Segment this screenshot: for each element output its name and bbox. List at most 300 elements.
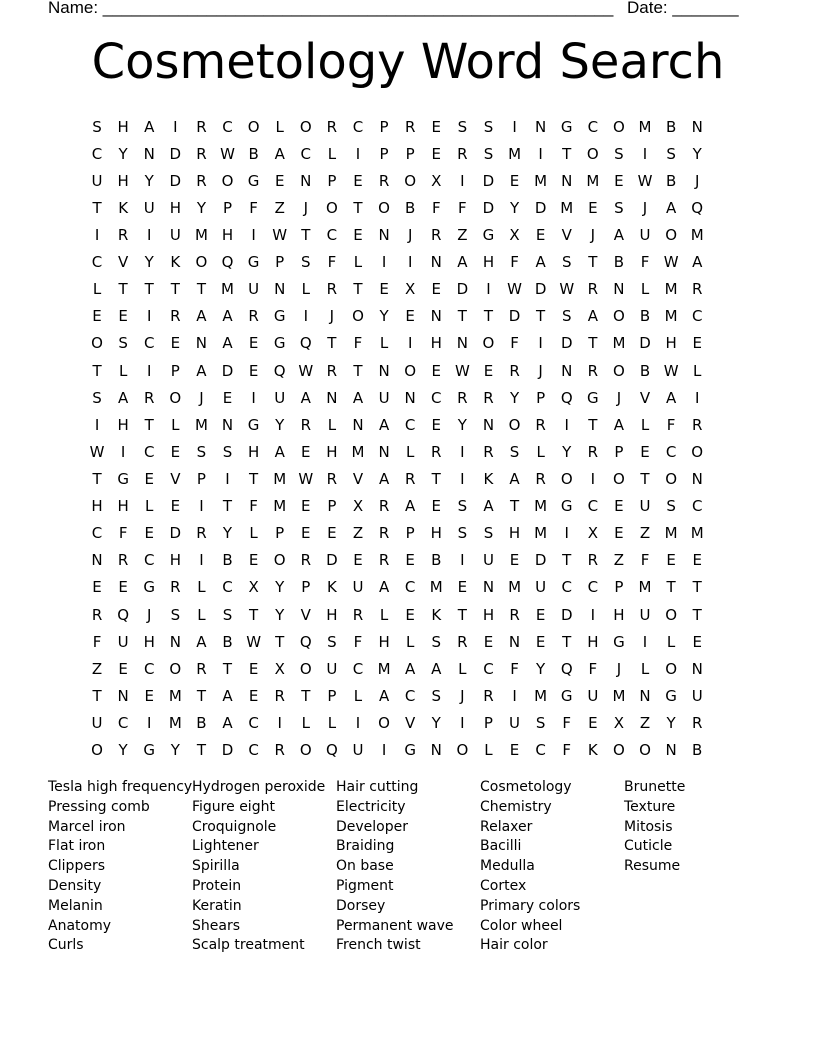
grid-letter[interactable]: N (143, 144, 155, 163)
grid-letter[interactable]: U (535, 578, 547, 597)
grid-letter[interactable]: U (143, 198, 155, 217)
grid-letter[interactable]: D (169, 144, 182, 163)
grid-letter[interactable]: I (355, 144, 361, 163)
grid-letter[interactable]: G (143, 741, 156, 760)
grid-letter[interactable]: A (144, 117, 155, 136)
grid-letter[interactable]: R (300, 415, 312, 434)
grid-letter[interactable]: G (613, 632, 625, 651)
grid-letter[interactable]: E (509, 551, 520, 570)
grid-letter[interactable]: L (640, 415, 650, 434)
grid-letter[interactable]: W (663, 361, 679, 380)
grid-letter[interactable]: H (587, 632, 599, 651)
grid-letter[interactable]: N (326, 388, 338, 407)
grid-letter[interactable]: G (247, 171, 260, 190)
grid-letter[interactable]: E (509, 171, 520, 190)
grid-letter[interactable]: B (613, 253, 625, 272)
grid-letter[interactable]: O (91, 741, 103, 760)
grid-letter[interactable]: S (666, 497, 676, 516)
grid-letter[interactable]: I (694, 388, 700, 407)
grid-letter[interactable]: M (534, 686, 548, 705)
grid-letter[interactable]: J (407, 225, 413, 244)
grid-letter[interactable]: G (273, 334, 286, 353)
grid-letter[interactable]: R (404, 469, 416, 488)
grid-letter[interactable]: H (326, 605, 338, 624)
grid-letter[interactable]: C (352, 659, 364, 678)
grid-letter[interactable]: O (665, 659, 678, 678)
grid-letter[interactable]: T (588, 415, 598, 434)
grid-letter[interactable]: A (118, 388, 129, 407)
grid-letter[interactable]: O (639, 741, 651, 760)
grid-letter[interactable]: P (614, 578, 624, 597)
grid-letter[interactable]: N (691, 659, 703, 678)
grid-letter[interactable]: N (613, 280, 625, 299)
grid-letter[interactable]: I (147, 713, 152, 732)
grid-letter[interactable]: A (274, 144, 285, 163)
grid-letter[interactable]: I (303, 307, 309, 326)
grid-letter[interactable]: T (562, 144, 572, 163)
grid-letter[interactable]: Q (221, 253, 234, 272)
grid-letter[interactable]: I (538, 144, 543, 163)
grid-letter[interactable]: S (327, 632, 337, 651)
grid-letter[interactable]: R (587, 361, 599, 380)
grid-letter[interactable]: R (691, 415, 703, 434)
grid-letter[interactable]: K (483, 469, 494, 488)
grid-letter[interactable]: U (639, 605, 651, 624)
grid-letter[interactable]: H (117, 171, 129, 190)
grid-letter[interactable]: O (299, 741, 312, 760)
grid-letter[interactable]: G (117, 469, 129, 488)
grid-letter[interactable]: P (275, 524, 285, 543)
grid-letter[interactable]: N (482, 578, 495, 597)
grid-letter[interactable]: O (352, 307, 364, 326)
grid-letter[interactable]: E (170, 497, 181, 516)
grid-letter[interactable]: S (431, 686, 442, 705)
grid-letter[interactable]: T (275, 632, 285, 651)
grid-letter[interactable]: E (666, 551, 676, 570)
grid-letter[interactable]: E (144, 524, 154, 543)
grid-letter[interactable]: V (405, 713, 416, 732)
grid-letter[interactable]: R (378, 497, 390, 516)
grid-letter[interactable]: T (457, 307, 467, 326)
grid-letter[interactable]: H (221, 225, 234, 244)
grid-letter[interactable]: B (665, 117, 677, 136)
grid-letter[interactable]: F (327, 253, 337, 272)
grid-letter[interactable]: T (457, 605, 467, 624)
grid-letter[interactable]: N (691, 117, 703, 136)
grid-letter[interactable]: R (196, 524, 207, 543)
grid-letter[interactable]: D (534, 280, 547, 299)
grid-letter[interactable]: E (692, 551, 702, 570)
grid-letter[interactable]: T (692, 605, 702, 624)
grid-letter[interactable]: I (538, 334, 543, 353)
grid-letter[interactable]: C (91, 144, 103, 163)
grid-letter[interactable]: D (534, 551, 547, 570)
grid-letter[interactable]: B (639, 307, 651, 326)
grid-letter[interactable]: F (510, 253, 519, 272)
grid-letter[interactable]: I (199, 497, 204, 516)
grid-letter[interactable]: O (613, 469, 625, 488)
grid-letter[interactable]: H (117, 497, 129, 516)
grid-letter[interactable]: G (247, 415, 260, 434)
grid-letter[interactable]: I (94, 225, 100, 244)
grid-letter[interactable]: O (613, 307, 625, 326)
grid-letter[interactable]: T (144, 280, 154, 299)
grid-letter[interactable]: J (460, 686, 465, 705)
grid-letter[interactable]: M (377, 659, 391, 678)
grid-letter[interactable]: R (117, 551, 129, 570)
grid-letter[interactable]: E (92, 307, 102, 326)
grid-letter[interactable]: V (170, 469, 181, 488)
grid-letter[interactable]: Y (118, 144, 128, 163)
grid-letter[interactable]: M (534, 524, 548, 543)
grid-letter[interactable]: W (559, 280, 575, 299)
grid-letter[interactable]: H (378, 632, 390, 651)
grid-letter[interactable]: F (510, 334, 519, 353)
date-field-label[interactable]: Date: _______ (627, 0, 739, 17)
grid-letter[interactable]: M (586, 171, 600, 190)
grid-letter[interactable]: N (404, 388, 416, 407)
grid-letter[interactable]: L (301, 713, 310, 732)
grid-letter[interactable]: G (143, 578, 156, 597)
grid-letter[interactable]: Y (196, 198, 206, 217)
grid-letter[interactable]: O (404, 171, 417, 190)
grid-letter[interactable]: I (381, 741, 387, 760)
grid-letter[interactable]: Y (144, 253, 154, 272)
grid-letter[interactable]: O (195, 253, 208, 272)
grid-letter[interactable]: E (535, 225, 546, 244)
grid-letter[interactable]: A (222, 334, 233, 353)
grid-letter[interactable]: R (196, 117, 207, 136)
grid-letter[interactable]: Z (274, 198, 285, 217)
grid-letter[interactable]: T (640, 469, 650, 488)
grid-letter[interactable]: R (431, 225, 442, 244)
grid-letter[interactable]: E (431, 144, 441, 163)
grid-letter[interactable]: E (431, 361, 441, 380)
grid-letter[interactable]: E (353, 225, 363, 244)
grid-letter[interactable]: T (196, 741, 206, 760)
grid-letter[interactable]: Q (691, 198, 704, 217)
grid-letter[interactable]: E (457, 578, 468, 597)
grid-letter[interactable]: J (616, 388, 622, 407)
grid-letter[interactable]: P (614, 442, 624, 461)
grid-letter[interactable]: I (512, 117, 517, 136)
grid-letter[interactable]: I (251, 388, 256, 407)
grid-letter[interactable]: N (430, 253, 442, 272)
grid-letter[interactable]: S (457, 497, 468, 516)
grid-letter[interactable]: O (91, 334, 103, 353)
grid-letter[interactable]: R (587, 442, 599, 461)
grid-letter[interactable]: X (587, 524, 598, 543)
grid-letter[interactable]: U (352, 741, 364, 760)
grid-letter[interactable]: R (170, 307, 181, 326)
grid-letter[interactable]: T (536, 307, 546, 326)
grid-letter[interactable]: E (248, 551, 259, 570)
grid-letter[interactable]: S (92, 117, 102, 136)
grid-letter[interactable]: M (664, 307, 678, 326)
grid-letter[interactable]: M (612, 686, 626, 705)
grid-letter[interactable]: P (405, 524, 415, 543)
grid-letter[interactable]: L (379, 334, 389, 353)
grid-letter[interactable]: H (508, 524, 521, 543)
grid-letter[interactable]: R (326, 469, 338, 488)
grid-letter[interactable]: H (169, 198, 181, 217)
grid-letter[interactable]: M (690, 524, 704, 543)
grid-letter[interactable]: Q (560, 388, 573, 407)
grid-letter[interactable]: E (118, 307, 128, 326)
grid-letter[interactable]: Y (275, 578, 285, 597)
grid-letter[interactable]: P (379, 144, 389, 163)
grid-letter[interactable]: F (640, 253, 650, 272)
grid-letter[interactable]: H (247, 442, 260, 461)
grid-letter[interactable]: M (690, 225, 704, 244)
grid-letter[interactable]: W (637, 171, 653, 190)
grid-letter[interactable]: M (429, 578, 443, 597)
grid-letter[interactable]: E (640, 442, 650, 461)
grid-letter[interactable]: F (510, 659, 519, 678)
grid-letter[interactable]: E (248, 334, 259, 353)
grid-letter[interactable]: T (196, 686, 206, 705)
grid-letter[interactable]: E (431, 415, 441, 434)
grid-letter[interactable]: E (535, 632, 546, 651)
grid-letter[interactable]: O (586, 144, 599, 163)
grid-letter[interactable]: O (378, 198, 390, 217)
grid-letter[interactable]: E (614, 171, 624, 190)
grid-letter[interactable]: Y (379, 307, 389, 326)
grid-letter[interactable]: I (277, 713, 282, 732)
grid-letter[interactable]: B (405, 198, 416, 217)
grid-letter[interactable]: L (379, 605, 389, 624)
grid-letter[interactable]: E (274, 171, 285, 190)
grid-letter[interactable]: I (407, 334, 413, 353)
grid-letter[interactable]: W (220, 144, 235, 163)
grid-letter[interactable]: T (301, 686, 311, 705)
grid-letter[interactable]: F (588, 659, 598, 678)
grid-letter[interactable]: A (222, 713, 233, 732)
grid-letter[interactable]: P (222, 198, 233, 217)
grid-letter[interactable]: Q (299, 632, 312, 651)
grid-letter[interactable]: O (299, 659, 312, 678)
grid-letter[interactable]: R (378, 551, 390, 570)
grid-letter[interactable]: P (405, 144, 415, 163)
grid-letter[interactable]: S (431, 632, 442, 651)
grid-letter[interactable]: Y (666, 713, 676, 732)
grid-letter[interactable]: O (613, 741, 625, 760)
grid-letter[interactable]: L (197, 605, 206, 624)
grid-letter[interactable]: C (483, 659, 494, 678)
grid-letter[interactable]: U (326, 659, 338, 678)
grid-letter[interactable]: Q (117, 605, 130, 624)
grid-letter[interactable]: E (301, 497, 311, 516)
grid-letter[interactable]: W (272, 225, 288, 244)
grid-letter[interactable]: C (222, 117, 233, 136)
grid-letter[interactable]: R (691, 280, 703, 299)
grid-letter[interactable]: R (326, 280, 338, 299)
grid-letter[interactable]: B (222, 632, 233, 651)
grid-letter[interactable]: Z (457, 225, 468, 244)
grid-letter[interactable]: K (431, 605, 442, 624)
grid-letter[interactable]: U (117, 632, 129, 651)
grid-letter[interactable]: P (301, 578, 311, 597)
grid-letter[interactable]: D (326, 551, 338, 570)
grid-letter[interactable]: E (692, 334, 702, 353)
grid-letter[interactable]: S (561, 253, 572, 272)
grid-letter[interactable]: R (117, 225, 129, 244)
grid-letter[interactable]: E (248, 686, 259, 705)
grid-letter[interactable]: T (666, 578, 676, 597)
grid-letter[interactable]: P (196, 469, 206, 488)
grid-letter[interactable]: I (590, 605, 596, 624)
grid-letter[interactable]: Y (562, 442, 572, 461)
grid-letter[interactable]: E (483, 361, 494, 380)
grid-letter[interactable]: P (327, 686, 337, 705)
grid-letter[interactable]: A (300, 388, 311, 407)
grid-letter[interactable]: W (246, 632, 262, 651)
grid-letter[interactable]: J (303, 198, 309, 217)
grid-letter[interactable]: I (642, 632, 648, 651)
grid-letter[interactable]: E (222, 388, 233, 407)
grid-letter[interactable]: E (248, 361, 259, 380)
grid-letter[interactable]: V (300, 605, 311, 624)
grid-letter[interactable]: E (431, 117, 441, 136)
grid-letter[interactable]: E (509, 741, 520, 760)
grid-letter[interactable]: C (91, 253, 103, 272)
grid-letter[interactable]: Z (352, 524, 364, 543)
grid-letter[interactable]: G (560, 686, 573, 705)
grid-letter[interactable]: K (118, 198, 129, 217)
grid-letter[interactable]: G (247, 253, 260, 272)
grid-letter[interactable]: N (195, 334, 208, 353)
grid-letter[interactable]: T (92, 361, 102, 380)
grid-letter[interactable]: S (483, 117, 494, 136)
grid-letter[interactable]: A (535, 253, 546, 272)
grid-letter[interactable]: E (144, 469, 154, 488)
grid-letter[interactable]: B (222, 551, 233, 570)
grid-letter[interactable]: E (588, 713, 598, 732)
grid-letter[interactable]: E (170, 442, 181, 461)
grid-letter[interactable]: H (143, 632, 155, 651)
grid-letter[interactable]: E (379, 280, 389, 299)
grid-letter[interactable]: H (117, 415, 129, 434)
grid-letter[interactable]: I (225, 469, 230, 488)
grid-letter[interactable]: R (483, 686, 494, 705)
grid-letter[interactable]: U (587, 686, 599, 705)
grid-letter[interactable]: G (273, 307, 286, 326)
grid-letter[interactable]: K (170, 253, 181, 272)
grid-letter[interactable]: B (639, 361, 651, 380)
grid-letter[interactable]: E (170, 334, 181, 353)
grid-letter[interactable]: T (222, 497, 233, 516)
grid-letter[interactable]: R (196, 659, 207, 678)
grid-letter[interactable]: I (94, 415, 100, 434)
grid-letter[interactable]: U (378, 388, 390, 407)
grid-letter[interactable]: T (249, 605, 259, 624)
grid-letter[interactable]: S (170, 605, 181, 624)
grid-letter[interactable]: I (590, 469, 596, 488)
grid-letter[interactable]: I (564, 415, 569, 434)
grid-letter[interactable]: D (221, 361, 234, 380)
grid-letter[interactable]: R (274, 741, 285, 760)
grid-letter[interactable]: L (145, 497, 154, 516)
grid-letter[interactable]: K (587, 741, 598, 760)
grid-letter[interactable]: F (458, 198, 467, 217)
grid-letter[interactable]: W (298, 469, 314, 488)
grid-letter[interactable]: L (405, 442, 415, 461)
grid-letter[interactable]: O (325, 198, 338, 217)
grid-letter[interactable]: L (92, 280, 102, 299)
grid-letter[interactable]: L (640, 280, 650, 299)
grid-letter[interactable]: S (614, 144, 624, 163)
grid-letter[interactable]: M (638, 117, 652, 136)
grid-letter[interactable]: N (456, 334, 468, 353)
grid-letter[interactable]: S (561, 307, 572, 326)
grid-letter[interactable]: A (378, 578, 390, 597)
grid-letter[interactable]: D (560, 605, 573, 624)
grid-letter[interactable]: V (561, 225, 572, 244)
grid-letter[interactable]: C (404, 415, 416, 434)
grid-letter[interactable]: F (431, 198, 441, 217)
grid-letter[interactable]: U (639, 497, 651, 516)
grid-letter[interactable]: R (326, 117, 338, 136)
grid-letter[interactable]: C (561, 578, 572, 597)
grid-letter[interactable]: H (613, 605, 625, 624)
grid-letter[interactable]: A (431, 659, 442, 678)
grid-letter[interactable]: C (222, 578, 233, 597)
grid-letter[interactable]: O (221, 171, 234, 190)
grid-letter[interactable]: T (692, 578, 702, 597)
grid-letter[interactable]: T (431, 469, 441, 488)
grid-letter[interactable]: R (587, 280, 599, 299)
grid-letter[interactable]: Y (222, 524, 233, 543)
grid-letter[interactable]: L (353, 253, 363, 272)
name-field-label[interactable]: Name: ______________________________________________________ (48, 0, 614, 17)
grid-letter[interactable]: S (196, 442, 207, 461)
grid-letter[interactable]: Y (509, 198, 520, 217)
grid-letter[interactable]: A (587, 307, 598, 326)
grid-letter[interactable]: H (91, 497, 103, 516)
grid-letter[interactable]: L (197, 578, 206, 597)
grid-letter[interactable]: A (196, 632, 207, 651)
grid-letter[interactable]: S (614, 198, 624, 217)
grid-letter[interactable]: U (274, 388, 286, 407)
grid-letter[interactable]: T (483, 307, 494, 326)
grid-letter[interactable]: T (144, 415, 154, 434)
grid-letter[interactable]: R (535, 415, 546, 434)
grid-letter[interactable]: F (249, 198, 258, 217)
grid-letter[interactable]: Y (144, 171, 154, 190)
grid-letter[interactable]: M (534, 497, 548, 516)
grid-letter[interactable]: L (327, 144, 337, 163)
grid-letter[interactable]: V (352, 469, 364, 488)
grid-letter[interactable]: F (666, 415, 676, 434)
grid-letter[interactable]: R (483, 442, 494, 461)
grid-letter[interactable]: S (457, 524, 468, 543)
grid-letter[interactable]: X (509, 225, 520, 244)
grid-letter[interactable]: E (692, 632, 702, 651)
grid-letter[interactable]: E (405, 307, 415, 326)
grid-letter[interactable]: D (534, 198, 547, 217)
grid-letter[interactable]: M (664, 280, 678, 299)
grid-letter[interactable]: E (327, 524, 337, 543)
grid-letter[interactable]: C (143, 442, 155, 461)
grid-letter[interactable]: X (248, 578, 259, 597)
grid-letter[interactable]: O (613, 361, 625, 380)
grid-letter[interactable]: T (249, 469, 259, 488)
grid-letter[interactable]: R (378, 524, 390, 543)
grid-letter[interactable]: C (352, 117, 364, 136)
grid-letter[interactable]: P (275, 253, 285, 272)
grid-letter[interactable]: L (666, 632, 676, 651)
grid-letter[interactable]: W (507, 280, 522, 299)
